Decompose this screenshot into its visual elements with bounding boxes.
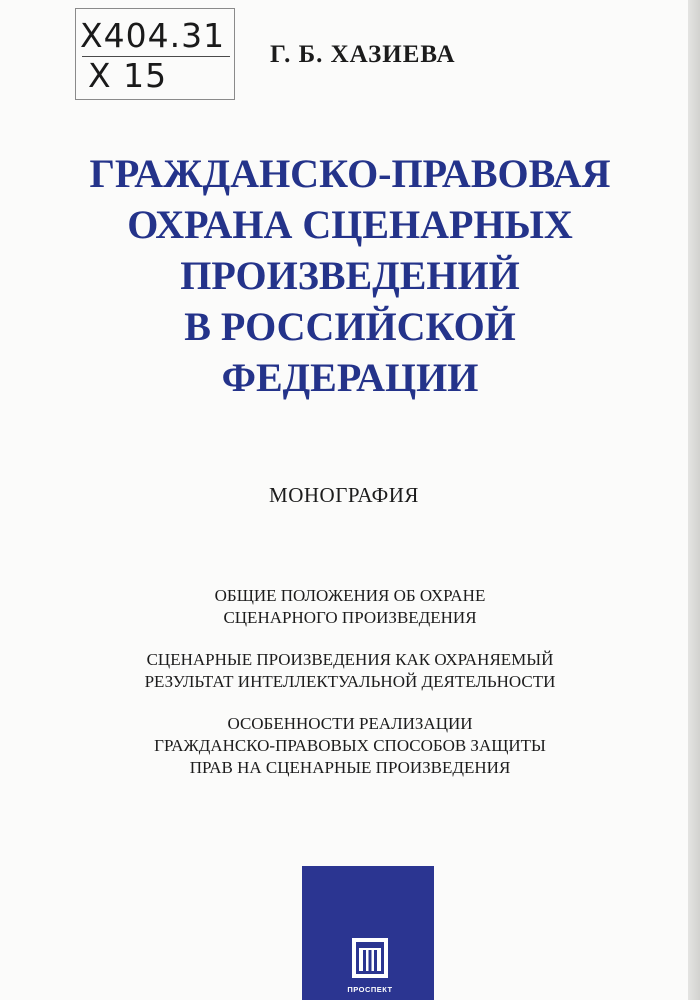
book-genre: МОНОГРАФИЯ xyxy=(269,483,419,507)
title-line: ОХРАНА СЦЕНАРНЫХ xyxy=(127,202,573,247)
stamp-author-mark: X 15 xyxy=(88,56,168,95)
topics-list xyxy=(60,585,640,799)
title-line: В РОССИЙСКОЙ xyxy=(184,304,516,349)
topic-line: СЦЕНАРНЫЕ ПРОИЗВЕДЕНИЯ КАК ОХРАНЯЕМЫЙ xyxy=(146,650,554,669)
topic-item xyxy=(60,713,640,779)
topic-line: ПРАВ НА СЦЕНАРНЫЕ ПРОИЗВЕДЕНИЯ xyxy=(189,758,511,777)
spine-edge xyxy=(688,0,700,1000)
topic-line: СЦЕНАРНОГО ПРОИЗВЕДЕНИЯ xyxy=(223,608,477,627)
publisher-name: ПРОСПЕКТ xyxy=(347,985,393,994)
topic-item xyxy=(60,585,640,629)
topic-line: ОБЩИЕ ПОЛОЖЕНИЯ ОБ ОХРАНЕ xyxy=(214,586,486,605)
stamp-classification-code: X404.31 xyxy=(80,16,226,55)
title-line: ГРАЖДАНСКО-ПРАВОВАЯ xyxy=(89,151,611,196)
title-line: ПРОИЗВЕДЕНИЙ xyxy=(180,253,520,298)
building-columns-icon xyxy=(302,866,434,1000)
library-stamp xyxy=(75,8,235,100)
topic-line: РЕЗУЛЬТАТ ИНТЕЛЛЕКТУАЛЬНОЙ ДЕЯТЕЛЬНОСТИ xyxy=(144,672,556,691)
publisher-logo xyxy=(302,866,434,1000)
topic-item xyxy=(60,649,640,693)
book-title xyxy=(60,148,640,403)
topic-line: ГРАЖДАНСКО-ПРАВОВЫХ СПОСОБОВ ЗАЩИТЫ xyxy=(154,736,546,755)
title-line: ФЕДЕРАЦИИ xyxy=(221,355,479,400)
topic-line: ОСОБЕННОСТИ РЕАЛИЗАЦИИ xyxy=(227,714,473,733)
author-name: Г. Б. ХАЗИЕВА xyxy=(270,41,456,68)
